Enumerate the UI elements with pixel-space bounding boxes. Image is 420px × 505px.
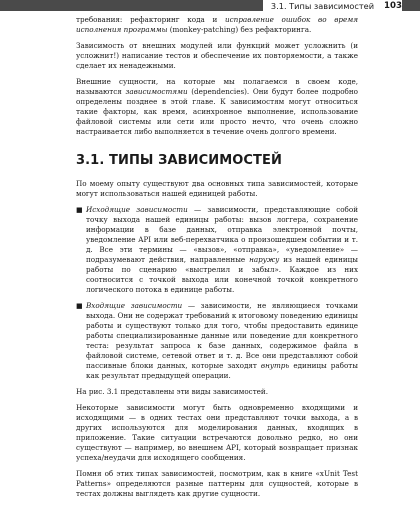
text-run: — зависимости, представляющие собой точку выхода нашей единицы работы: вызов логгера, сохранение информации в базе данных, отправка электронной почты, уведомление API или веб-перехватчика о произошедшем событии и т. д. Все эти термины — «вызов», «отправка», «уведомление» — подразумевают действия, направленные — [86, 205, 358, 264]
page-number: 103 — [384, 1, 402, 11]
text-run: (dependencies). Они будут более подробно определены позднее в этой главе. К зависимостям могут относиться такие факторы, как время, асинхронное выполнение, использование файловой системы или сети или просто нечто, что очень сложно настраивается либо выполняется в течение очень долгого времени. — [76, 87, 358, 136]
text-run: Внешние сущности, на которые мы полагаемся в своем коде, называются — [76, 77, 358, 96]
running-title: 3.1. Типы зависимостей — [270, 1, 375, 11]
paragraph: Зависимость от внешних модулей или функций может усложнить (и усложнит!) написание тестов и обеспечение их повторяемости, а также сделает их ненадежными. — [76, 41, 358, 70]
text-run: (monkey-patching) без рефакторинга. — [167, 25, 312, 34]
italic-run: Входящие зависимости — [86, 301, 183, 310]
list-item — [76, 301, 358, 381]
text-run: требования: рефакторинг кода и — [76, 15, 226, 24]
italic-run: исправление ошибок во время исполнения программы — [76, 15, 358, 34]
italic-run: наружу — [249, 255, 280, 264]
bullet-icon: ■ — [76, 302, 83, 310]
text-run: из нашей единицы работы по сценарию «выстрелил и забыл». Каждое из них соотносится с точкой выхода или конечной точкой конкретного логического потока в единице работы. — [86, 255, 358, 294]
paragraph: По моему опыту существуют два основных типа зависимостей, которые могут использоваться нашей единицей работы. — [76, 179, 358, 198]
paragraph — [76, 77, 358, 137]
paragraph: Помня об этих типах зависимостей, посмотрим, как в книге «xUnit Test Patterns» определяются разные паттерны для сущностей, которые в тестах должны выглядеть как другие сущности. — [76, 469, 358, 498]
text-run: единицы работы как результат предыдущей операции. — [86, 361, 358, 380]
italic-run: внутрь — [260, 361, 290, 370]
text-run: — зависимости, не являющиеся точками выхода. Они не содержат требований к итоговому поведению единицы работы и существуют только для того, чтобы предоставить единице работы специализированные данные или поведение для конкретного теста: результат запроса к базе данных, содержимое файла в файловой системе, сетевой ответ и т. д. Все они представляют собой пассивные блоки данных, которые заходят — [86, 301, 358, 370]
dependency-list — [76, 205, 358, 381]
list-item — [76, 205, 358, 295]
italic-run: Исходящие зависимости — [86, 205, 188, 214]
paragraph — [76, 15, 358, 35]
section-heading: 3.1. ТИПЫ ЗАВИСИМОСТЕЙ — [76, 153, 282, 168]
bullet-icon: ■ — [76, 206, 83, 214]
italic-run: зависимостями — [125, 87, 188, 96]
paragraph: На рис. 3.1 представлены эти виды зависимостей. — [76, 387, 269, 396]
paragraph: Некоторые зависимости могут быть одновременно входящими и исходящими — в одних тестах они представляют точки выхода, а в других используются для моделирования данных, входящих в приложение. Такие ситуации встречаются довольно редко, но они существуют — например, во внешнем API, который возвращает признак успеха/неудачи для исходящего сообщения. — [76, 403, 358, 462]
running-header — [263, 0, 402, 13]
page-body — [76, 15, 358, 505]
